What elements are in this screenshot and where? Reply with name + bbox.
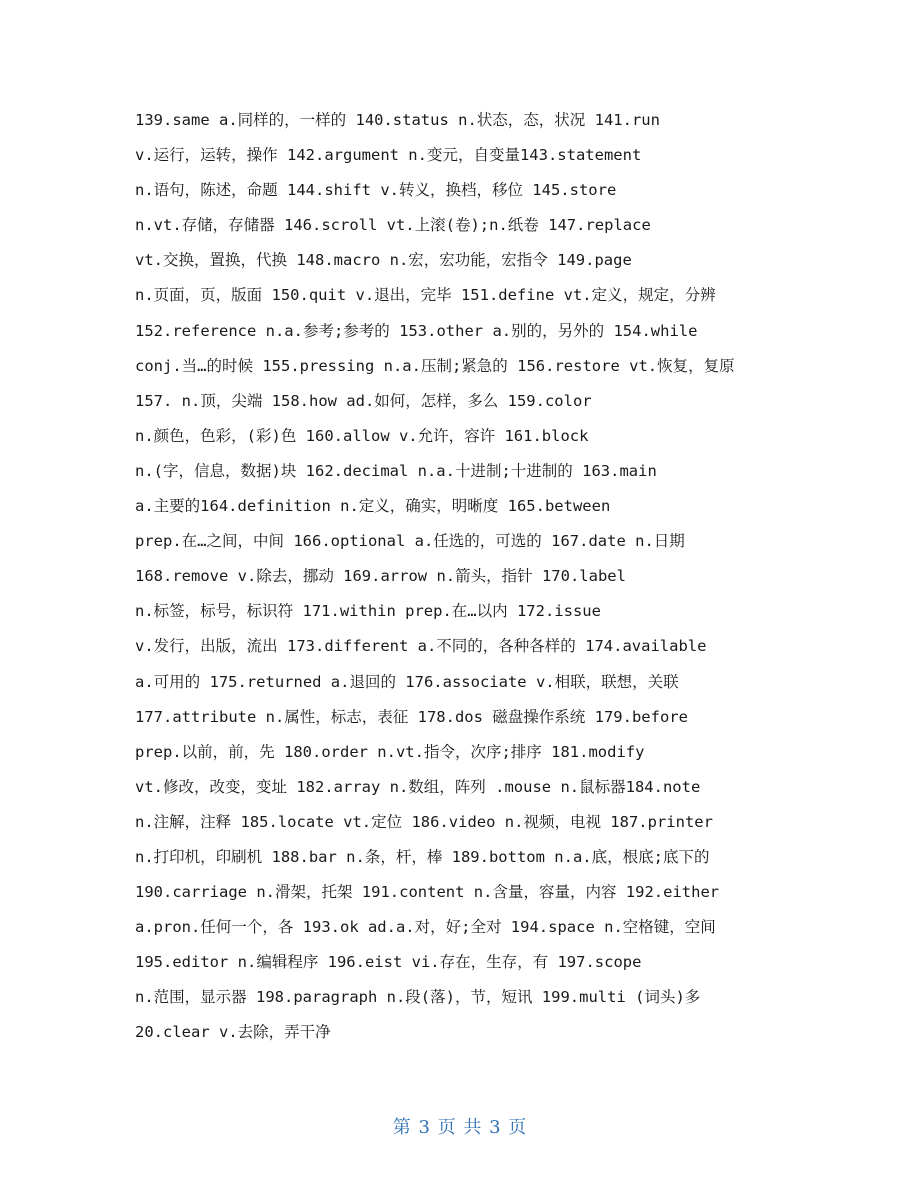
text-line: n.注解，注释 185.locate vt.定位 186.video n.视频，电视 187.printer [135,812,713,831]
text-line: n.(字，信息，数据)块 162.decimal n.a.十进制;十进制的 163.main [135,461,657,480]
text-line: n.范围，显示器 198.paragraph n.段(落)，节，短讯 199.multi (词头)多 [135,988,701,1007]
text-line: n.颜色，色彩，(彩)色 160.allow v.允许，容许 161.block [135,426,589,445]
text-line: 168.remove v.除去，挪动 169.arrow n.箭头，指针 170.label [135,567,626,586]
text-line: a.主要的164.definition n.定义，确实，明晰度 165.between [135,497,611,516]
text-line: 139.same a.同样的，一样的 140.status n.状态，态，状况 141.run [135,111,660,129]
text-line: vt.交换，置换，代换 148.macro n.宏，宏功能，宏指令 149.page [135,251,632,270]
text-line: 190.carriage n.滑架，托架 191.content n.含量，容量，内容 192.either [135,883,720,902]
text-line: 177.attribute n.属性，标志，表征 178.dos 磁盘操作系统 179.before [135,707,688,726]
text-line: n.语句，陈述，命题 144.shift v.转义，换档，移位 145.store [135,181,617,200]
text-line: 20.clear v.去除，弄干净 [135,1023,331,1042]
page-number-footer: 第 3 页 共 3 页 [392,1117,528,1138]
text-line: a.可用的 175.returned a.退回的 176.associate v.相联，联想，关联 [135,672,679,691]
text-line: prep.以前，前，先 180.order n.vt.指令，次序;排序 181.modify [135,742,645,761]
text-line: 152.reference n.a.参考;参考的 153.other a.别的，另外的 154.while [135,321,698,340]
text-line: conj.当…的时候 155.pressing n.a.压制;紧急的 156.restore vt.恢复，复原 [135,356,735,375]
text-line: 157. n.顶，尖端 158.how ad.如何，怎样，多么 159.color [135,391,592,410]
text-line: n.vt.存储，存储器 146.scroll vt.上滚(卷);n.纸卷 147.replace [135,216,651,235]
text-line: v.发行，出版，流出 173.different a.不同的，各种各样的 174.available [135,637,707,656]
text-line: a.pron.任何一个，各 193.ok ad.a.对，好;全对 194.space n.空格键，空间 [135,918,716,937]
text-line: vt.修改，改变，变址 182.array n.数组，阵列 .mouse n.鼠标器184.note [135,777,701,796]
text-line: v.运行，运转，操作 142.argument n.变元，自变量143.statement [135,146,642,165]
text-line: n.打印机，印刷机 188.bar n.条，杆，棒 189.bottom n.a.底，根底;底下的 [135,847,710,866]
text-line: prep.在…之间，中间 166.optional a.任选的，可选的 167.date n.日期 [135,532,685,551]
text-line: 195.editor n.编辑程序 196.eist vi.存在，生存，有 197.scope [135,953,642,972]
document-body [135,108,795,1056]
text-line: n.标签，标号，标识符 171.within prep.在…以内 172.issue [135,602,601,621]
text-line: n.页面，页，版面 150.quit v.退出，完毕 151.define vt.定义，规定，分辨 [135,286,716,305]
